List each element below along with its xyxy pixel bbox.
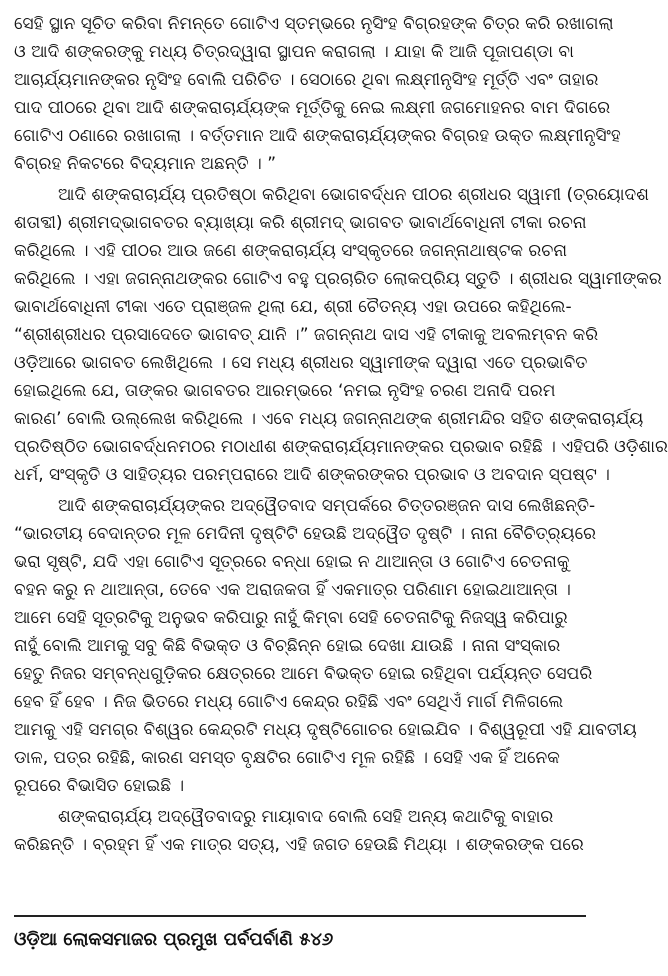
text-line: ହୋଇଥିଲେ ଯେ, ତାଙ୍କର ଭାଗବତର ଆରମ୍ଭରେ ‘ନମଇ ନୃସିଂହ ଚରଣ ଅନାଦି ପରମ [14, 381, 556, 401]
quote-line: ଆମକୁ ଏହି ସମଗ୍ର ବିଶ୍ୱର କେନ୍ଦ୍ରଟି ମଧ୍ୟ ଦୃଷ୍ଟିଗୋଚର ହୋଇଯିବ । ବିଶ୍ୱରୂପୀ ଏହି ଯାବତୀୟ [14, 720, 637, 740]
page-footer: ଓଡ଼ିଆ ଲୋକସମାଜର ପ୍ରମୁଖ ପର୍ବପର୍ବାଣି ୫୪୬ [14, 929, 334, 950]
footer-rule [14, 915, 586, 917]
text-line: ଶତାବ୍ଦୀ) ଶ୍ରୀମଦ୍ଭାଗବତର ବ୍ୟାଖ୍ୟା କରି ଶ୍ରୀମଦ୍ ଭାଗବତ ଭାବାର୍ଥବୋଧିନୀ ଟୀକା ରଚନା [14, 213, 587, 233]
quote-line: ଡାଳ, ପତ୍ର ରହିଛି, କାରଣ ସମସ୍ତ ବୃକ୍ଷଟିର ଗୋଟିଏ ମୂଳ ରହିଛି । ସେହି ଏକ ହିଁ ଅନେକ [14, 748, 560, 768]
text-line: “ଶ୍ରୀଶ୍ରୀଧର ପ୍ରସାଦେତେ ଭାଗବତ୍ ଯାନି ।” ଜଗନ୍ନାଥ ଦାସ ଏହି ଟୀକାକୁ ଅବଲମ୍ବନ କରି [14, 325, 599, 345]
text-line: ଓଡ଼ିଆରେ ଭାଗବତ ଲେଖିଥିଲେ । ସେ ମଧ୍ୟ ଶ୍ରୀଧର ସ୍ୱାମୀଙ୍କ ଦ୍ୱାରା ଏତେ ପ୍ରଭାବିତ [14, 353, 588, 373]
text-line: ଓ ଆଦି ଶଙ୍କରଙ୍କୁ ମଧ୍ୟ ଚିତ୍ରଦ୍ୱାରା ସ୍ଥାପନ କରାଗଲା । ଯାହା କି ଆଜି ପୂଜାପଣ୍ଡା ବା [14, 42, 574, 62]
paragraph-first-line: ଆଦି ଶଙ୍କରାଚାର୍ଯ୍ୟ ପ୍ରତିଷ୍ଠା କରିଥିବା ଭୋଗବର୍ଦ୍ଧନ ପୀଠର ଶ୍ରୀଧର ସ୍ୱାମୀ (ତ୍ରୟୋଦଶ [58, 185, 649, 205]
quote-line: ବହନ କରୁ ନ ଥାଆନ୍ତା, ତେବେ ଏକ ଅରାଜକତା ହିଁ ଏକମାତ୍ର ପରିଣାମ ହୋଇଥାଆନ୍ତା । [14, 580, 571, 600]
paragraph-first-line: ଆଦି ଶଙ୍କରାଚାର୍ଯ୍ୟଙ୍କର ଅଦ୍ୱୈତବାଦ ସମ୍ପର୍କରେ ଚିତ୍ତରଞ୍ଜନ ଦାସ ଲେଖିଛନ୍ତି- [58, 496, 596, 516]
text-line: ପ୍ରତିଷ୍ଠିତ ଭୋଗବର୍ଦ୍ଧନମଠର ମଠାଧୀଶ ଶଙ୍କରାଚାର୍ଯ୍ୟମାନଙ୍କର ପ୍ରଭାବ ରହିଛି । ଏହିପରି ଓଡ଼ିଶାର [14, 437, 668, 457]
text-line: ସେହି ସ୍ଥାନ ସୂଚିତ କରିବା ନିମନ୍ତେ ଗୋଟିଏ ସ୍ତମ୍ଭରେ ନୃସିଂହ ବିଗ୍ରହଙ୍କ ଚିତ୍ର କରି ରଖାଗଲା [14, 14, 614, 34]
text-line: କରିଛନ୍ତି । ବ୍ରହ୍ମ ହିଁ ଏକ ମାତ୍ର ସତ୍ୟ, ଏହି ଜଗତ ହେଉଛି ମିଥ୍ୟା । ଶଙ୍କରଙ୍କ ପରେ [14, 835, 584, 855]
text-line: ଭାବାର୍ଥବୋଧିନୀ ଟୀକା ଏତେ ପ୍ରାଞ୍ଜଳ ଥିଲା ଯେ, ଶ୍ରୀ ଚୈତନ୍ୟ ଏହା ଉପରେ କହିଥିଲେ- [14, 297, 572, 317]
text-line: କାରଣ’ ବୋଲି ଉଲ୍ଲେଖ କରିଥିଲେ । ଏବେ ମଧ୍ୟ ଜଗନ୍ନାଥଙ୍କ ଶ୍ରୀମନ୍ଦିର ସହିତ ଶଙ୍କରାଚାର୍ଯ୍ୟ [14, 409, 644, 429]
text-line: କରିଥିଲେ । ଏହି ପୀଠର ଆଉ ଜଣେ ଶଙ୍କରାଚାର୍ଯ୍ୟ ସଂସ୍କୃତରେ ଜଗନ୍ନାଥାଷ୍ଟକ ରଚନା [14, 241, 568, 261]
text-line: ଧର୍ମ, ସଂସ୍କୃତି ଓ ସାହିତ୍ୟର ପରମ୍ପରାରେ ଆଦି ଶଙ୍କରଙ୍କର ପ୍ରଭାବ ଓ ଅବଦାନ ସ୍ପଷ୍ଟ । [14, 465, 610, 485]
text-line: ପାଦ ପୀଠରେ ଥିବା ଆଦି ଶଙ୍କରାଚାର୍ଯ୍ୟଙ୍କ ମୂର୍ତ୍ତିକୁ ନେଇ ଲକ୍ଷ୍ମୀ ଜଗମୋହନର ବାମ ଦିଗରେ [14, 98, 611, 118]
text-line: ବିଗ୍ରହ ନିକଟରେ ବିଦ୍ୟମାନ ଅଛନ୍ତି । ” [14, 154, 277, 174]
quote-line: ଆମେ ସେହି ସୂତ୍ରଟିକୁ ଅନୁଭବ କରିପାରୁ ନାହୁଁ କିମ୍ବା ସେହି ଚେତନାଟିକୁ ନିଜସ୍ୱ କରିପାରୁ [14, 608, 568, 628]
quote-line: ହେତୁ ନିଜର ସମ୍ବନ୍ଧଗୁଡ଼ିକର କ୍ଷେତ୍ରରେ ଆମେ ବିଭକ୍ତ ହୋଇ ରହିଥିବା ପର୍ଯ୍ୟନ୍ତ ସେପରି [14, 664, 593, 684]
paragraph-first-line: ଶଙ୍କରାଚାର୍ଯ୍ୟ ଅଦ୍ୱୈତବାଦରୁ ମାୟାବାଦ ବୋଲି ସେହି ଅନ୍ୟ କଥାଟିକୁ ବାହାର [58, 807, 554, 827]
quote-line: ହେବ ହିଁ ହେବ । ନିଜ ଭିତରେ ମଧ୍ୟ ଗୋଟିଏ କେନ୍ଦ୍ର ରହିଛି ଏବଂ ସେଥିଏଁ ମାର୍ଗ ମିଳିଗଲେ [14, 692, 564, 712]
text-line: ଆଚାର୍ଯ୍ୟମାନଙ୍କର ନୃସିଂହ ବୋଲି ପରିଚିତ । ସେଠାରେ ଥିବା ଲକ୍ଷ୍ମୀନୃସିଂହ ମୂର୍ତ୍ତି ଏବଂ ତାହାର [14, 70, 599, 90]
quote-line: ରୂପରେ ବିଭାସିତ ହୋଇଛି । [14, 776, 185, 796]
document-page [14, 10, 668, 968]
quote-line: ଭରା ସୃଷ୍ଟି, ଯଦି ଏହା ଗୋଟିଏ ସୂତ୍ରରେ ବନ୍ଧା ହୋଇ ନ ଥାଆନ୍ତା ଓ ଗୋଟିଏ ଚେତନାକୁ [14, 552, 570, 572]
quote-line: “ଭାରତୀୟ ବେଦାନ୍ତର ମୂଳ ମେଦିନୀ ଦୃଷ୍ଟିଟି ହେଉଛି ଅଦ୍ୱୈତ ଦୃଷ୍ଟି । ନାନା ବୈଚିତ୍ର୍ୟରେ [14, 524, 596, 544]
text-line: କରିଥିଲେ । ଏହା ଜଗନ୍ନାଥଙ୍କର ଗୋଟିଏ ବହୁ ପ୍ରଚାରିତ ଲୋକପ୍ରିୟ ସ୍ତୁତି । ଶ୍ରୀଧର ସ୍ୱାମୀଙ୍କର [14, 269, 662, 289]
text-line: ଗୋଟିଏ ଠଣାରେ ରଖାଗଲା । ବର୍ତ୍ତମାନ ଆଦି ଶଙ୍କରାଚାର୍ଯ୍ୟଙ୍କର ବିଗ୍ରହ ଉକ୍ତ ଲକ୍ଷ୍ମୀନୃସିଂହ [14, 126, 621, 146]
quote-line: ନାହୁଁ ବୋଲି ଆମକୁ ସବୁ କିଛି ବିଭକ୍ତ ଓ ବିଚ୍ଛିନ୍ନ ହୋଇ ଦେଖା ଯାଉଛି । ନାନା ସଂସ୍କାର [14, 636, 561, 656]
